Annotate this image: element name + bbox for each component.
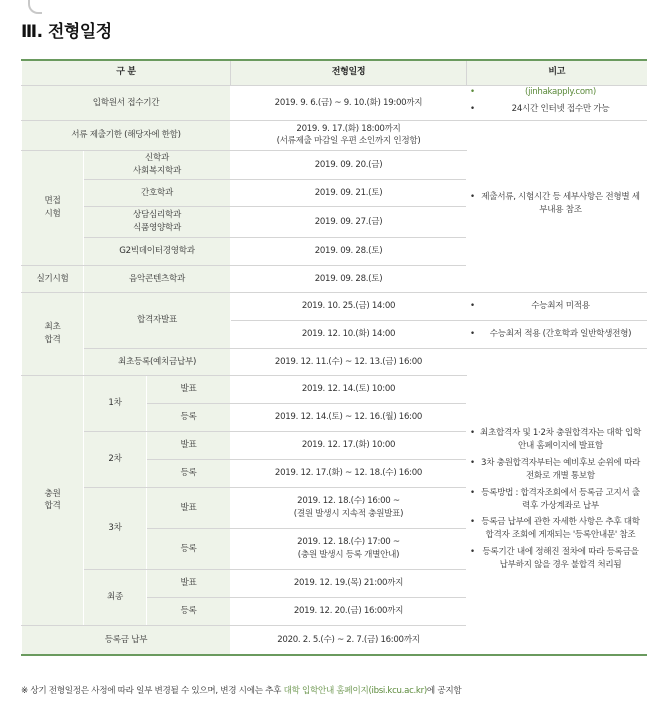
interview-dept-1 bbox=[84, 150, 231, 179]
additional-notes bbox=[467, 348, 647, 655]
final-register-date: 2019. 12. 11.(수) ~ 12. 13.(금) 16:00 bbox=[231, 348, 467, 375]
footnote bbox=[21, 684, 461, 696]
final-date-2: 2019. 12. 10.(화) 14:00 bbox=[231, 320, 467, 348]
add-group-label bbox=[22, 375, 84, 625]
add-round-4-announce: 2019. 12. 19.(목) 21:00까지 bbox=[231, 569, 467, 597]
footnote-prefix: ※ 상기 전형일정은 사정에 따라 일부 변경될 수 있으며, 변경 시에는 추후 bbox=[21, 686, 284, 696]
add-round-3-register-line1: 2019. 12. 18.(수) 17:00 ~ bbox=[297, 537, 400, 548]
apply-schedule: 2019. 9. 6.(금) ~ 9. 10.(화) 19:00까지 bbox=[231, 86, 467, 121]
practical-label: 실기시험 bbox=[22, 265, 84, 292]
add-round-1-register-label: 등록 bbox=[147, 403, 231, 431]
interview-dept-3 bbox=[84, 206, 231, 237]
add-round-2-announce: 2019. 12. 17.(화) 10:00 bbox=[231, 431, 467, 459]
add-round-3-announce-line1: 2019. 12. 18.(수) 16:00 ~ bbox=[297, 496, 400, 507]
interview-dept-4: G2빅데이터경영학과 bbox=[84, 237, 231, 265]
final-group-line2: 합격 bbox=[44, 334, 61, 345]
header-category: 구 분 bbox=[22, 60, 231, 86]
interview-group-line2: 시험 bbox=[44, 208, 61, 219]
final-register-label: 최초등록(예치금납부) bbox=[84, 348, 231, 375]
interview-group-label bbox=[22, 150, 84, 265]
docs-schedule-line1: 2019. 9. 17.(화) 18:00까지 bbox=[296, 123, 401, 134]
add-round-1-announce: 2019. 12. 14.(토) 10:00 bbox=[231, 375, 467, 403]
table-row bbox=[22, 292, 647, 320]
add-round-3-register bbox=[231, 528, 467, 569]
add-round-3-register-line2: (충원 발생시 등록 개별안내) bbox=[297, 549, 400, 560]
final-date-1: 2019. 10. 25.(금) 14:00 bbox=[231, 292, 467, 320]
header-schedule: 전형일정 bbox=[231, 60, 467, 86]
add-round-2-register: 2019. 12. 17.(화) ~ 12. 18.(수) 16:00 bbox=[231, 459, 467, 487]
table-row bbox=[22, 86, 647, 121]
footnote-suffix: 에 공지함 bbox=[426, 686, 462, 696]
add-round-3-announce-label: 발표 bbox=[147, 487, 231, 528]
add-group-line1: 충원 bbox=[44, 488, 61, 499]
interview-date-2: 2019. 09. 21.(토) bbox=[231, 179, 467, 206]
interview-date-3: 2019. 09. 27.(금) bbox=[231, 206, 467, 237]
table-header-row bbox=[22, 60, 647, 86]
interview-dept-1-line2: 사회복지학과 bbox=[132, 165, 181, 176]
notes-item: • 등록기간 내에 정해진 절차에 따라 등록금을 납부하지 않을 경우 불합격 처리됨 bbox=[470, 546, 643, 572]
apply-label: 입학원서 접수기간 bbox=[22, 86, 231, 121]
final-announce-label: 합격자발표 bbox=[84, 292, 231, 348]
final-group-label bbox=[22, 292, 84, 375]
final-group-line1: 최초 bbox=[44, 322, 61, 333]
add-group-line2: 합격 bbox=[44, 501, 61, 512]
practical-date: 2019. 09. 28.(토) bbox=[231, 265, 467, 292]
interview-date-4: 2019. 09. 28.(토) bbox=[231, 237, 467, 265]
interview-dept-1-line1: 신학과 bbox=[144, 153, 169, 164]
admission-homepage-link[interactable]: 대학 입학안내 홈페이지(ibsi.kcu.ac.kr) bbox=[283, 686, 427, 696]
notes-item: • 3차 충원합격자부터는 예비후보 순위에 따라 전화로 개별 통보함 bbox=[470, 457, 643, 483]
add-round-2-register-label: 등록 bbox=[147, 459, 231, 487]
interview-dept-2: 간호학과 bbox=[84, 179, 231, 206]
interview-date-1: 2019. 09. 20.(금) bbox=[231, 150, 467, 179]
fee-date: 2020. 2. 5.(수) ~ 2. 7.(금) 16:00까지 bbox=[231, 625, 467, 655]
add-round-2-announce-label: 발표 bbox=[147, 431, 231, 459]
add-round-1-register: 2019. 12. 14.(토) ~ 12. 16.(월) 16:00 bbox=[231, 403, 467, 431]
interview-dept-3-line2: 식품영양학과 bbox=[132, 222, 181, 233]
docs-schedule-line2: (서류제출 마감일 우편 소인까지 인정함) bbox=[276, 136, 421, 147]
table-row bbox=[22, 120, 647, 150]
final-note-1-text: • 수능최저 미적용 bbox=[470, 300, 643, 313]
add-round-2-label: 2차 bbox=[84, 431, 147, 487]
interview-group-line1: 면접 bbox=[44, 196, 61, 207]
add-round-3-announce bbox=[231, 487, 467, 528]
table-row bbox=[22, 348, 647, 375]
add-round-4-register: 2019. 12. 20.(금) 16:00까지 bbox=[231, 597, 467, 625]
interview-dept-3-line1: 상담심리학과 bbox=[132, 210, 181, 221]
docs-schedule bbox=[231, 120, 467, 150]
apply-site-link[interactable]: • (jinhakapply.com) bbox=[470, 86, 643, 99]
apply-note bbox=[467, 86, 647, 121]
add-round-3-label: 3차 bbox=[84, 487, 147, 569]
add-round-1-announce-label: 발표 bbox=[147, 375, 231, 403]
final-note-1 bbox=[467, 292, 647, 320]
practical-dept: 음악콘텐츠학과 bbox=[84, 265, 231, 292]
apply-note-text: • 24시간 인터넷 접수만 가능 bbox=[470, 103, 643, 116]
add-round-4-label: 최종 bbox=[84, 569, 147, 625]
add-round-3-announce-line2: (결원 발생시 지속적 충원발표) bbox=[293, 508, 404, 519]
interview-note-text: • 제출서류, 시험시간 등 세부사항은 전형별 세부내용 참조 bbox=[470, 191, 643, 217]
add-round-4-register-label: 등록 bbox=[147, 597, 231, 625]
add-round-1-label: 1차 bbox=[84, 375, 147, 431]
fee-label: 등록금 납부 bbox=[22, 625, 231, 655]
corner-decoration bbox=[28, 0, 42, 14]
interview-note bbox=[467, 120, 647, 292]
notes-item: • 최초합격자 및 1·2차 충원합격자는 대학 입학안내 홈페이지에 발표함 bbox=[470, 427, 643, 453]
notes-item: • 등록금 납부에 관한 자세한 사항은 추후 대학 합격자 조회에 게재되는 '등록안내문' 참조 bbox=[470, 516, 643, 542]
notes-item: • 등록방법 : 합격자조회에서 등록금 고지서 출력후 가상계좌로 납부 bbox=[470, 487, 643, 513]
add-round-3-register-label: 등록 bbox=[147, 528, 231, 569]
final-note-2-text: • 수능최저 적용 (간호학과 일반학생전형) bbox=[470, 328, 643, 341]
header-remarks: 비고 bbox=[467, 60, 647, 86]
add-round-4-announce-label: 발표 bbox=[147, 569, 231, 597]
docs-label: 서류 제출기한 (해당자에 한함) bbox=[22, 120, 231, 150]
section-title: Ⅲ. 전형일정 bbox=[21, 22, 112, 42]
schedule-table bbox=[21, 59, 647, 656]
final-note-2 bbox=[467, 320, 647, 348]
